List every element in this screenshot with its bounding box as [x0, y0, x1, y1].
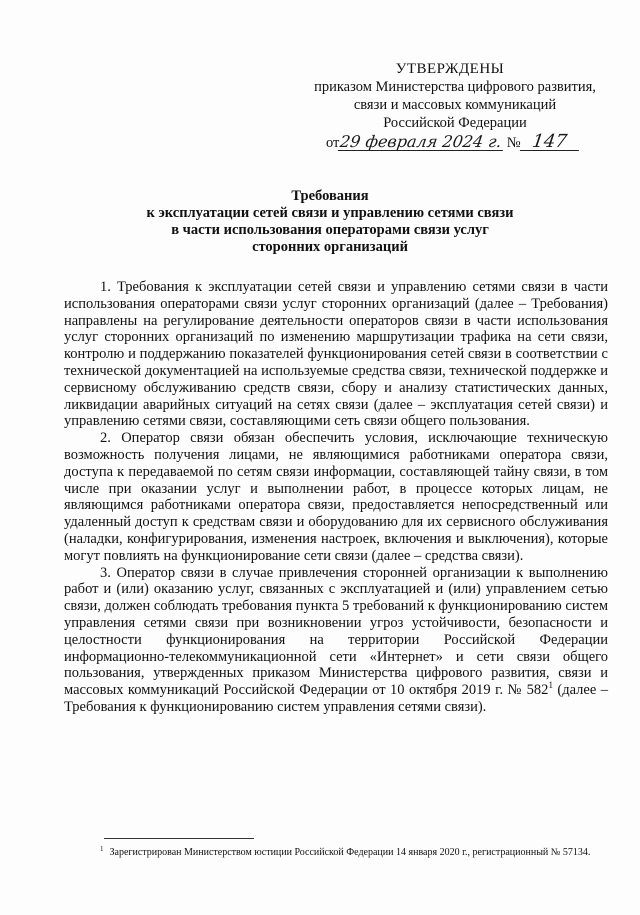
title-line-3: в части использования операторами связи услуг: [171, 222, 489, 238]
handwritten-date: 29 февраля 2024 г.: [338, 134, 506, 151]
document-body: [64, 279, 608, 716]
footnote-text: Зарегистрирован Министерством юстиции Российской Федерации 14 января 2020 г., регистрационный № 57134.: [109, 847, 591, 858]
approved-heading: УТВЕРЖДЕНЫ: [395, 61, 505, 77]
order-date-number-line: [326, 131, 610, 152]
title-line-2: к эксплуатации сетей связи и управлению сетями связи: [146, 205, 514, 221]
title-line-1: Требования: [291, 188, 369, 204]
footnote-marker: 1: [100, 844, 104, 853]
approval-line-3: Российской Федерации: [383, 115, 527, 131]
paragraph-3: [64, 565, 608, 716]
approval-line-2: связи и массовых коммуникаций: [353, 97, 557, 113]
document-title: [60, 188, 600, 256]
footnote-divider: [104, 838, 254, 839]
paragraph-3-part-1: 3. Оператор связи в случае привлечения сторонней организации к выполнению работ и (или) оказанию услуг, связанных с эксплуатацией и (или) управлением сетью связи, должен соблюдать требования пункта 5 требований к функционированию систем управления сетями связи при возникновении угроз устойчивости, безопасности и целостности функционирования на территории Российской Федерации информационно-телекоммуникационной сети «Интернет» и сети связи общего пользования, утвержденных приказом Министерства цифрового развития, связи и массовых коммуникаций Российской Федерации от 10 октября 2019 г. № 582: [64, 564, 608, 699]
handwritten-order-number: 147: [519, 134, 580, 151]
footnote: [64, 846, 608, 860]
number-label: №: [506, 135, 521, 151]
approval-block: [300, 60, 610, 152]
title-line-4: сторонних организаций: [252, 239, 408, 255]
paragraph-3-part-2: (далее – Требования к функционированию систем управления сетями связи).: [64, 682, 608, 715]
paragraph-2: 2. Оператор связи обязан обеспечить условия, исключающие техническую возможность получения лицами, не являющимися работниками оператора связи, доступа к передаваемой по сетям связи информации, составляющей тайну связи, в том числе при оказании услуг и выполнении работ, в процессе которых лицам, не являющимся работниками оператора связи, предоставляется непосредственный или удаленный доступ к средствам связи и оборудованию для их сервисного обслуживания (наладки, конфигурирования, изменения настроек, включения и выключения), которые могут повлиять на функционирование сети связи (далее – средства связи).: [64, 430, 608, 564]
footnote-reference: 1: [548, 680, 553, 691]
approval-line-1: приказом Министерства цифрового развития,: [314, 79, 596, 95]
paragraph-1: 1. Требования к эксплуатации сетей связи и управлению сетями связи в части использования операторами связи услуг сторонних организаций (далее – Требования) направлены на регулирование деятельности операторов связи в части использования услуг сторонних организаций по изменению маршрутизации трафика на сети связи, контролю и поддержанию показателей функционирования сетей связи в соответствии с технической документацией на используемые средства связи, технической поддержке и сервисному обслуживанию средств связи, сбору и анализу статистических данных, ликвидации аварийных ситуаций на сетях связи (далее – эксплуатация сетей связи) и управлению сетями связи, составляющими сеть связи общего пользования.: [64, 279, 608, 430]
from-label: от: [326, 135, 340, 151]
